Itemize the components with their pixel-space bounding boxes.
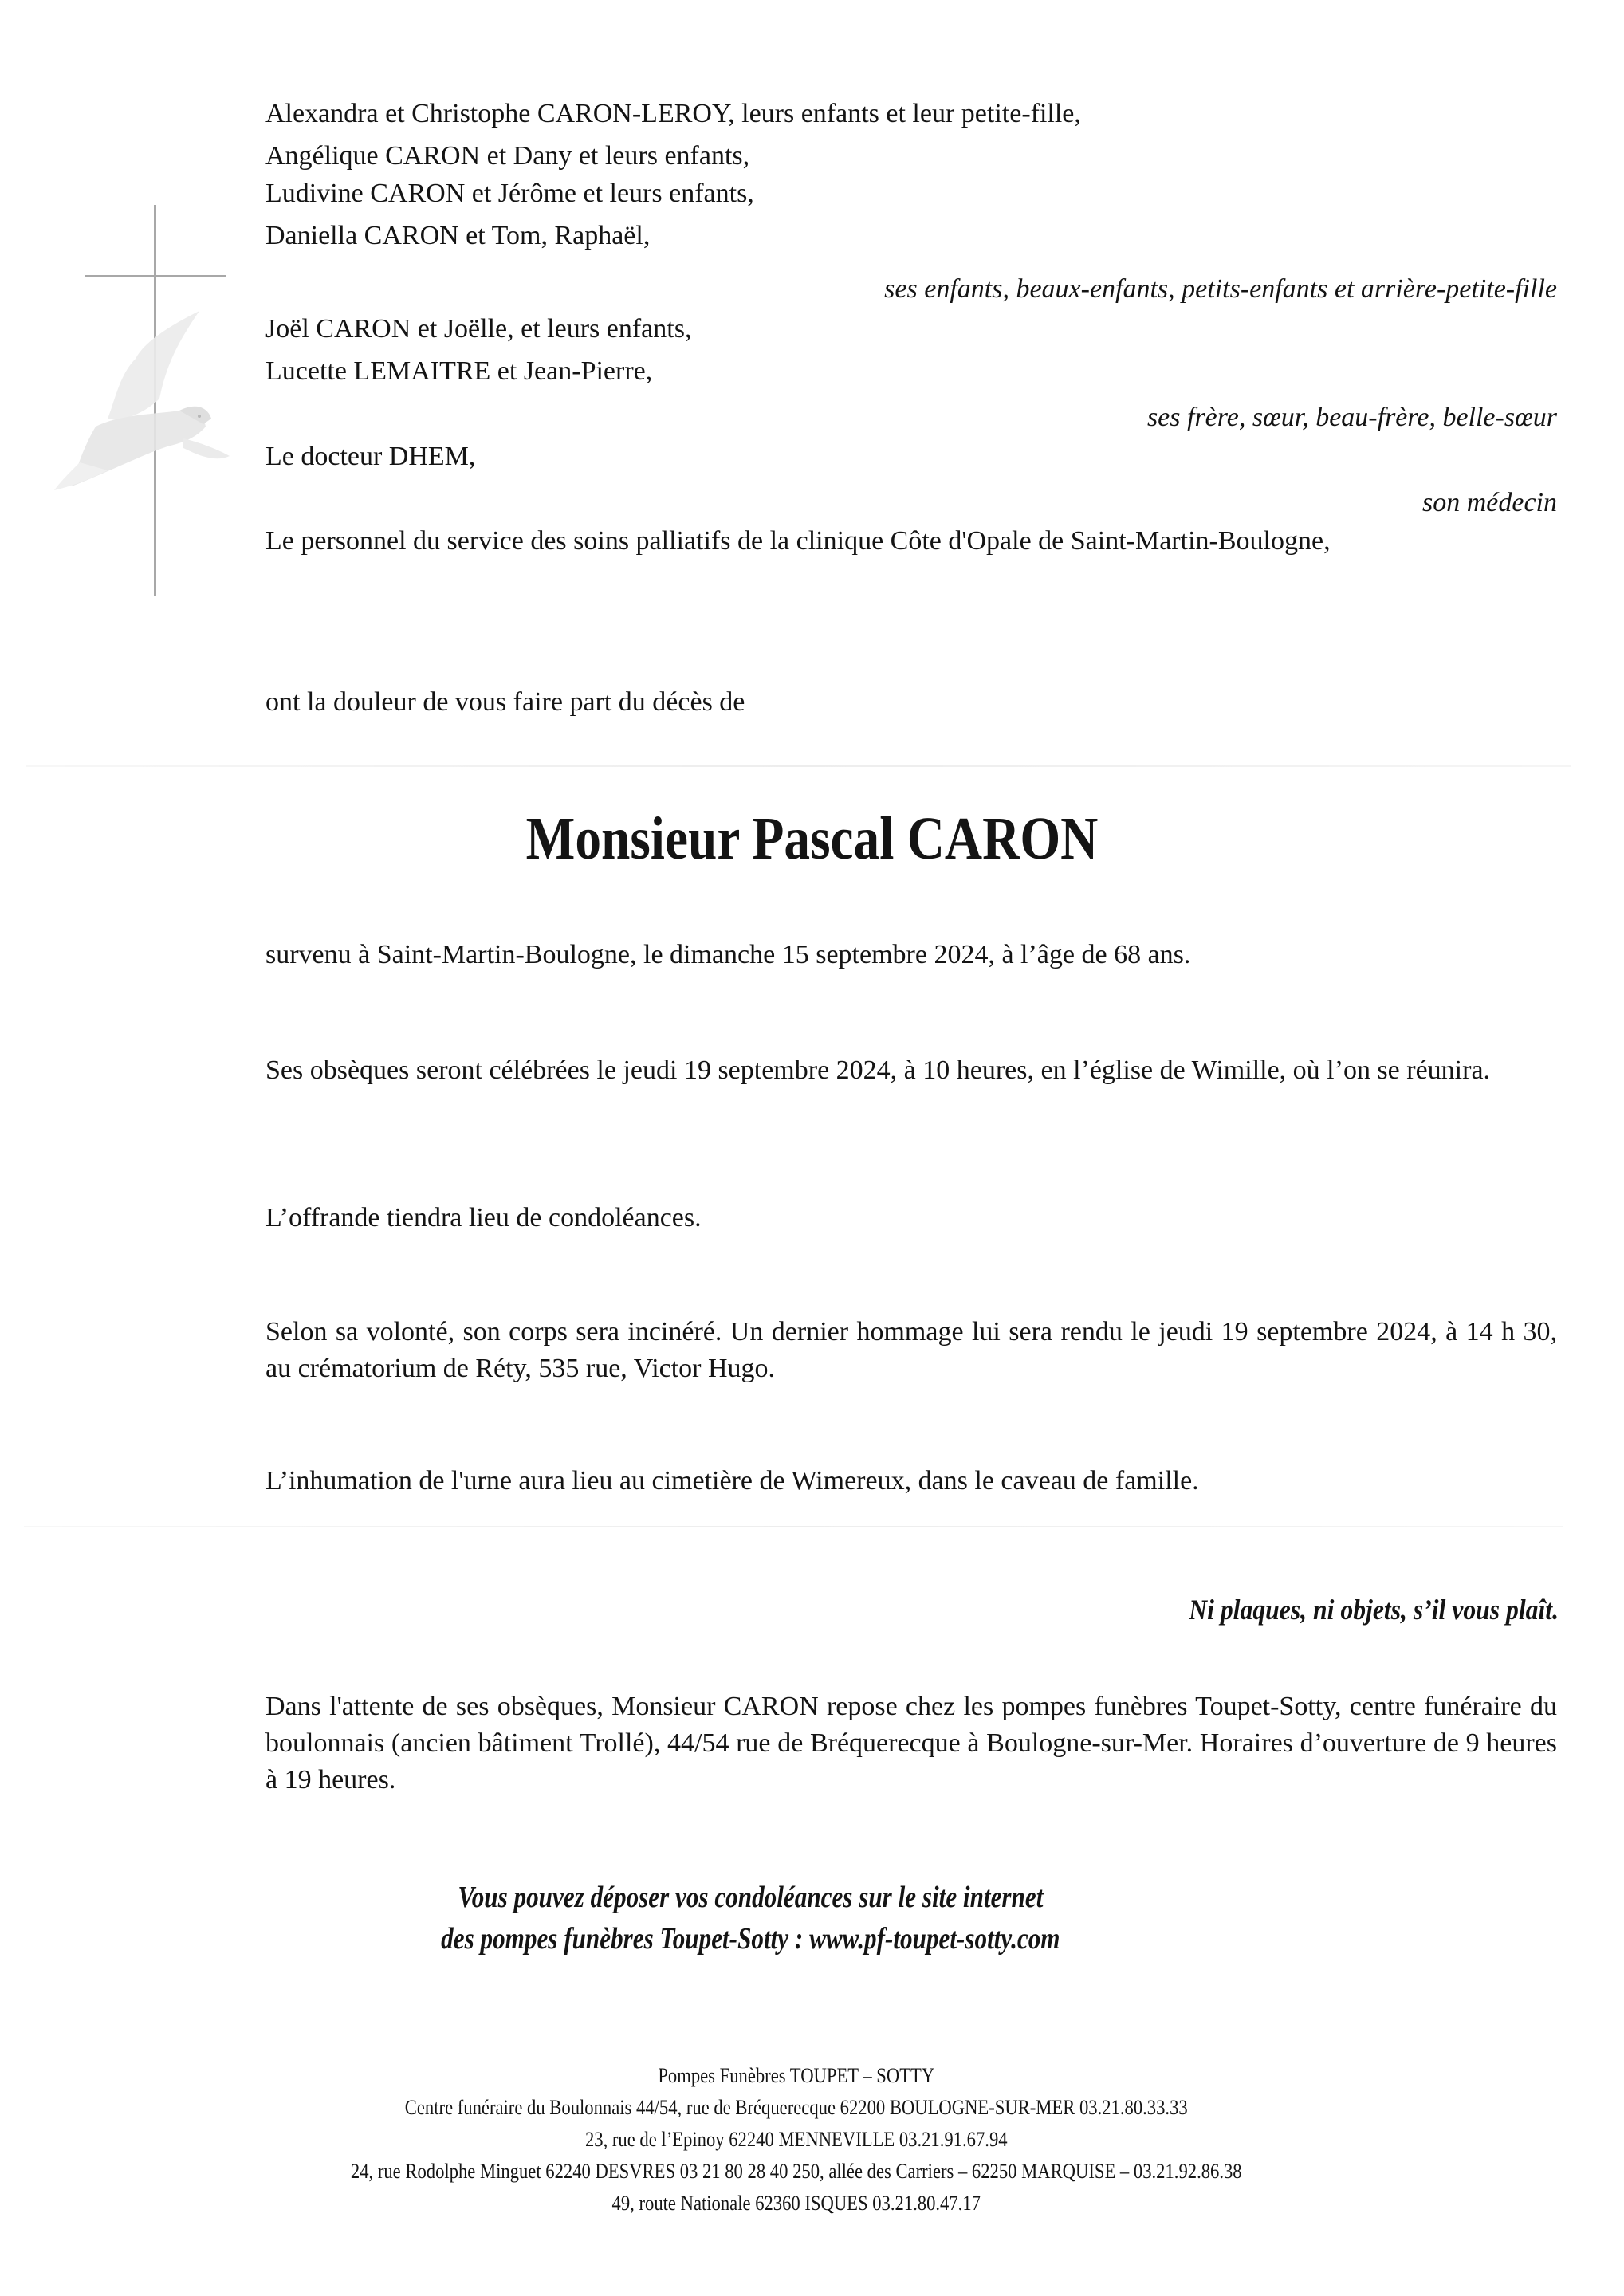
dove-icon bbox=[54, 311, 230, 490]
footer-line: 24, rue Rodolphe Minguet 62240 DESVRES 03 21 80 28 40 250, allée des Carriers – 62250 MARQUISE – 03.21.92.86.38 bbox=[350, 2160, 1242, 2183]
condolences-line-2: des pompes funèbres Toupet-Sotty : www.pf-toupet-sotty.com bbox=[441, 1922, 1060, 1956]
relation-siblings: ses frère, sœur, beau-frère, belle-sœur bbox=[1146, 403, 1557, 432]
footer-line: 49, route Nationale 62360 ISQUES 03.21.80.47.17 bbox=[611, 2192, 981, 2215]
staff-line: Le personnel du service des soins palliatifs de la clinique Côte d'Opale de Saint-Martin-Boulogne, bbox=[265, 526, 1331, 556]
deceased-name: Monsieur Pascal CARON bbox=[525, 805, 1099, 872]
cross-dove-emblem bbox=[48, 199, 255, 598]
funeral-home-footer bbox=[0, 2060, 1593, 2219]
scan-artifact-line bbox=[26, 765, 1571, 767]
footer-line: Centre funéraire du Boulonnais 44/54, rue de Bréquerecque 62200 BOULOGNE-SUR-MER 03.21.80.33.33 bbox=[404, 2096, 1188, 2119]
family-line: Daniella CARON et Tom, Raphaël, bbox=[265, 221, 651, 250]
scan-artifact-line bbox=[24, 1526, 1563, 1527]
footer-line: Pompes Funèbres TOUPET – SOTTY bbox=[658, 2064, 935, 2087]
announcement-intro: ont la douleur de vous faire part du décès de bbox=[265, 687, 745, 717]
family-line: Angélique CARON et Dany et leurs enfants, bbox=[265, 141, 750, 171]
condolences-line-1: Vous pouvez déposer vos condoléances sur le site internet bbox=[458, 1881, 1044, 1914]
family-line: Alexandra et Christophe CARON-LEROY, leurs enfants et leur petite-fille, bbox=[265, 99, 1081, 128]
offering-paragraph: L’offrande tiendra lieu de condoléances. bbox=[265, 1203, 702, 1233]
no-flowers-notice: Ni plaques, ni objets, s’il vous plaît. bbox=[1189, 1594, 1559, 1626]
footer-line: 23, rue de l’Epinoy 62240 MENNEVILLE 03.21.91.67.94 bbox=[584, 2128, 1008, 2151]
repose-paragraph: Dans l'attente de ses obsèques, Monsieur CARON repose chez les pompes funèbres Toupet-Sotty, centre funéraire du boulonnais (ancien bâtiment Trollé), 44/54 rue de Bréquerecque à Boulogne-sur-Mer. Horaires d’ouverture de 9 heures à 19 heures. bbox=[265, 1692, 1557, 1795]
relation-doctor: son médecin bbox=[1421, 488, 1557, 517]
sibling-line: Lucette LEMAITRE et Jean-Pierre, bbox=[265, 356, 653, 386]
sibling-line: Joël CARON et Joëlle, et leurs enfants, bbox=[265, 314, 692, 344]
funeral-paragraph: Ses obsèques seront célébrées le jeudi 19 septembre 2024, à 10 heures, en l’église de Wimille, où l’on se réunira. bbox=[265, 1056, 1491, 1085]
family-line: Ludivine CARON et Jérôme et leurs enfants, bbox=[265, 179, 754, 208]
cremation-paragraph: Selon sa volonté, son corps sera incinéré. Un dernier hommage lui sera rendu le jeudi 19 septembre 2024, à 14 h 30, au crématorium de Réty, 535 rue, Victor Hugo. bbox=[265, 1317, 1557, 1383]
burial-paragraph: L’inhumation de l'urne aura lieu au cimetière de Wimereux, dans le caveau de famille. bbox=[265, 1466, 1199, 1496]
death-details: survenu à Saint-Martin-Boulogne, le dimanche 15 septembre 2024, à l’âge de 68 ans. bbox=[265, 940, 1191, 969]
relation-children: ses enfants, beaux-enfants, petits-enfants et arrière-petite-fille bbox=[884, 274, 1557, 304]
doctor-line: Le docteur DHEM, bbox=[265, 442, 476, 471]
